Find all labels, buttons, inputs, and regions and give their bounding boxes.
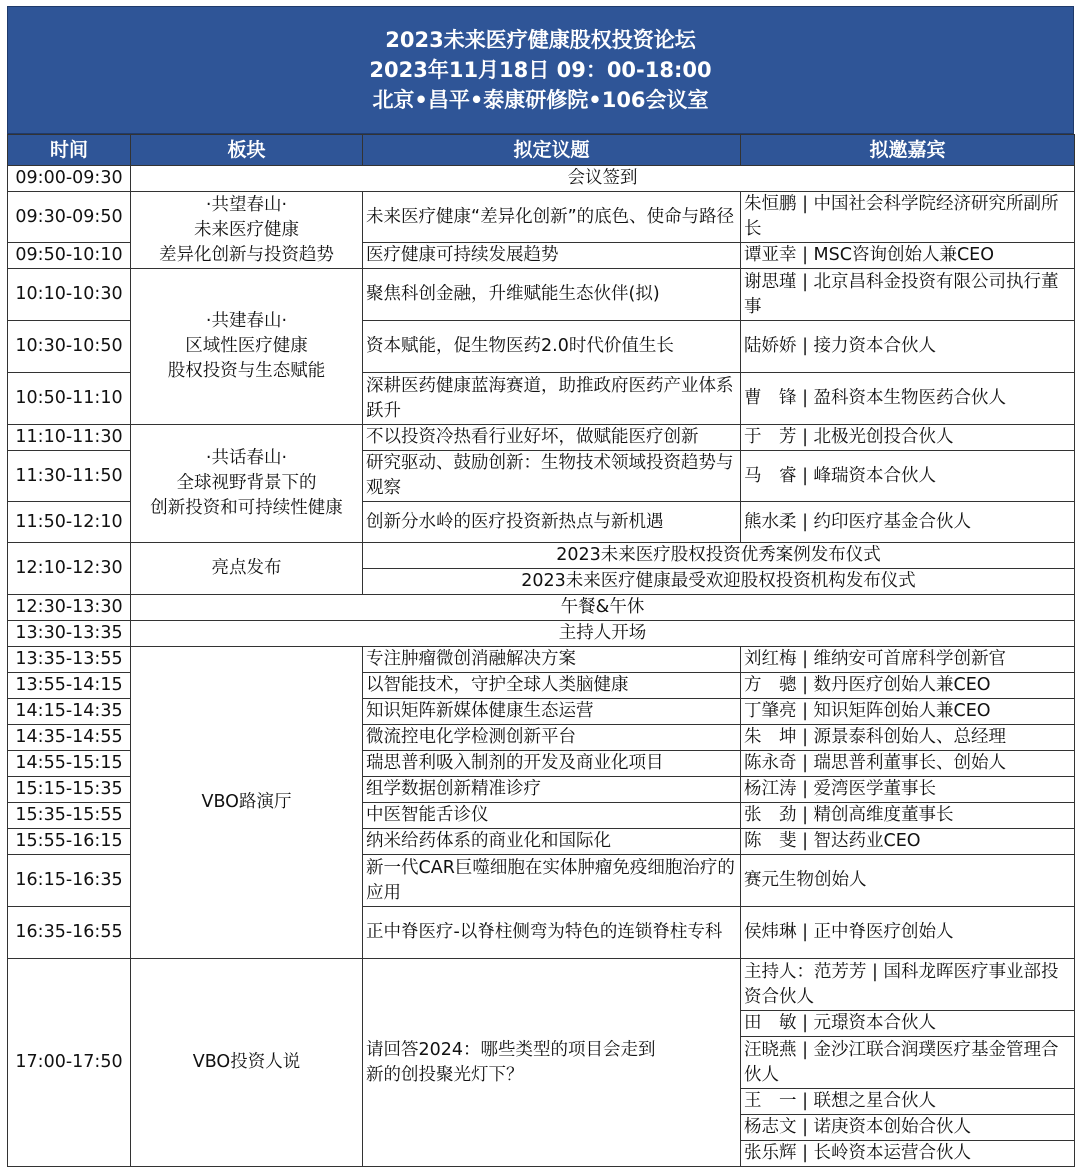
forum-datetime: 2023年11月18日 09：00-18:00 <box>369 58 712 82</box>
time-cell: 09:50-10:10 <box>8 243 131 269</box>
guest-cell: 赛元生物创始人 <box>741 855 1075 907</box>
guest-cell: 陈永奇 | 瑞思普利董事长、创始人 <box>741 751 1075 777</box>
time-cell: 09:30-09:50 <box>8 192 131 243</box>
time-cell: 10:30-10:50 <box>8 321 131 373</box>
agenda-document <box>7 6 1074 1167</box>
session-cell: 主持人开场 <box>131 621 1075 647</box>
time-cell: 13:55-14:15 <box>8 673 131 699</box>
topic-cell: 不以投资冷热看行业好坏，做赋能医疗创新 <box>363 425 741 451</box>
guest-cell: 杨志文 | 诺庚资本创始合伙人 <box>741 1115 1075 1141</box>
guest-cell: 方 骢 | 数丹医疗创始人兼CEO <box>741 673 1075 699</box>
section-line: 差异化创新与投资趋势 <box>159 244 334 265</box>
guest-cell: 曹 锋 | 盈科资本生物医药合伙人 <box>741 373 1075 425</box>
guest-cell: 主持人：范芳芳 | 国科龙晖医疗事业部投资合伙人 <box>741 959 1075 1011</box>
topic-cell: 专注肿瘤微创消融解决方案 <box>363 647 741 673</box>
section-cell: 亮点发布 <box>131 543 363 595</box>
table-row <box>8 192 1075 243</box>
column-header-guest: 拟邀嘉宾 <box>741 135 1075 166</box>
time-cell: 14:15-14:35 <box>8 699 131 725</box>
time-cell: 15:55-16:15 <box>8 829 131 855</box>
table-header-row <box>8 135 1075 166</box>
table-row <box>8 647 1075 673</box>
table-row <box>8 543 1075 569</box>
section-line: 全球视野背景下的 <box>176 473 317 493</box>
topic-cell: 正中脊医疗-以脊柱侧弯为特色的连锁脊柱专科 <box>363 907 741 959</box>
time-cell: 09:00-09:30 <box>8 166 131 192</box>
time-cell: 15:15-15:35 <box>8 777 131 803</box>
section-cell <box>131 425 363 543</box>
time-cell: 10:50-11:10 <box>8 373 131 425</box>
column-header-section: 板块 <box>131 135 363 166</box>
table-row <box>8 166 1075 192</box>
section-line: ·共话春山· <box>205 448 288 468</box>
table-row <box>8 269 1075 321</box>
guest-cell: 朱 坤 | 源景泰科创始人、总经理 <box>741 725 1075 751</box>
topic-cell: 医疗健康可持续发展趋势 <box>363 243 741 269</box>
time-cell: 11:50-12:10 <box>8 502 131 543</box>
section-line: 股权投资与生态赋能 <box>167 361 326 381</box>
ceremony-cell: 2023未来医疗股权投资优秀案例发布仪式 <box>363 543 1075 569</box>
topic-cell: 以智能技术，守护全球人类脑健康 <box>363 673 741 699</box>
guest-cell: 杨江涛 | 爱湾医学董事长 <box>741 777 1075 803</box>
section-cell <box>131 192 363 269</box>
topic-cell: 中医智能舌诊仪 <box>363 803 741 829</box>
table-row <box>8 425 1075 451</box>
guest-cell: 张乐辉 | 长岭资本运营合伙人 <box>741 1141 1075 1167</box>
guest-cell: 谭亚幸 | MSC咨询创始人兼CEO <box>741 243 1075 269</box>
guest-cell: 张 劲 | 精创高维度董事长 <box>741 803 1075 829</box>
guest-cell: 陆娇娇 | 接力资本合伙人 <box>741 321 1075 373</box>
time-cell: 10:10-10:30 <box>8 269 131 321</box>
guest-cell: 马 睿 | 峰瑞资本合伙人 <box>741 451 1075 502</box>
agenda-table <box>7 134 1075 1167</box>
topic-cell: 研究驱动、鼓励创新：生物技术领域投资趋势与观察 <box>363 451 741 502</box>
time-cell: 13:30-13:35 <box>8 621 131 647</box>
section-cell: VBO投资人说 <box>131 959 363 1167</box>
section-line: ·共建春山· <box>205 311 288 331</box>
guest-cell: 陈 斐 | 智达药业CEO <box>741 829 1075 855</box>
section-line: 区域性医疗健康 <box>185 336 308 356</box>
column-header-time: 时间 <box>8 135 131 166</box>
time-cell: 17:00-17:50 <box>8 959 131 1167</box>
guest-cell: 侯炜琳 | 正中脊医疗创始人 <box>741 907 1075 959</box>
time-cell: 15:35-15:55 <box>8 803 131 829</box>
ceremony-cell: 2023未来医疗健康最受欢迎股权投资机构发布仪式 <box>363 569 1075 595</box>
forum-title: 2023未来医疗健康股权投资论坛 <box>385 28 696 52</box>
time-cell: 11:30-11:50 <box>8 451 131 502</box>
guest-cell: 丁肇亮 | 知识矩阵创始人兼CEO <box>741 699 1075 725</box>
topic-cell: 知识矩阵新媒体健康生态运营 <box>363 699 741 725</box>
topic-cell: 纳米给药体系的商业化和国际化 <box>363 829 741 855</box>
section-line: ·共望春山· <box>205 194 288 215</box>
topic-cell: 创新分水岭的医疗投资新热点与新机遇 <box>363 502 741 543</box>
guest-cell: 王 一 | 联想之星合伙人 <box>741 1089 1075 1115</box>
topic-line: 新的创投聚光灯下？ <box>366 1064 524 1085</box>
guest-cell: 熊水柔 | 约印医疗基金合伙人 <box>741 502 1075 543</box>
topic-cell: 微流控电化学检测创新平台 <box>363 725 741 751</box>
topic-cell <box>363 959 741 1167</box>
time-cell: 14:55-15:15 <box>8 751 131 777</box>
section-line: 未来医疗健康 <box>194 219 299 240</box>
guest-cell: 汪晓燕 | 金沙江联合润璞医疗基金管理合伙人 <box>741 1037 1075 1089</box>
guest-cell: 朱恒鹏 | 中国社会科学院经济研究所副所长 <box>741 192 1075 243</box>
forum-venue: 北京•昌平•泰康研修院•106会议室 <box>372 88 709 112</box>
time-cell: 16:15-16:35 <box>8 855 131 907</box>
time-cell: 11:10-11:30 <box>8 425 131 451</box>
section-line: 创新投资和可持续性健康 <box>150 498 343 518</box>
topic-cell: 瑞思普利吸入制剂的开发及商业化项目 <box>363 751 741 777</box>
topic-cell: 新一代CAR巨噬细胞在实体肿瘤免疫细胞治疗的应用 <box>363 855 741 907</box>
topic-cell: 聚焦科创金融，升维赋能生态伙伴(拟) <box>363 269 741 321</box>
topic-cell: 深耕医药健康蓝海赛道，助推政府医药产业体系跃升 <box>363 373 741 425</box>
section-cell <box>131 269 363 425</box>
time-cell: 12:30-13:30 <box>8 595 131 621</box>
table-row <box>8 595 1075 621</box>
guest-cell: 刘红梅 | 维纳安可首席科学创新官 <box>741 647 1075 673</box>
topic-cell: 未来医疗健康“差异化创新”的底色、使命与路径 <box>363 192 741 243</box>
time-cell: 16:35-16:55 <box>8 907 131 959</box>
session-cell: 午餐&午休 <box>131 595 1075 621</box>
topic-line: 请回答2024：哪些类型的项目会走到 <box>366 1039 656 1060</box>
guest-cell: 田 敏 | 元璟资本合伙人 <box>741 1011 1075 1037</box>
agenda-header <box>7 6 1074 134</box>
section-cell: VBO路演厅 <box>131 647 363 959</box>
topic-cell: 资本赋能，促生物医药2.0时代价值生长 <box>363 321 741 373</box>
time-cell: 13:35-13:55 <box>8 647 131 673</box>
table-row <box>8 959 1075 1011</box>
time-cell: 12:10-12:30 <box>8 543 131 595</box>
column-header-topic: 拟定议题 <box>363 135 741 166</box>
guest-cell: 于 芳 | 北极光创投合伙人 <box>741 425 1075 451</box>
topic-cell: 组学数据创新精准诊疗 <box>363 777 741 803</box>
table-row <box>8 621 1075 647</box>
guest-cell: 谢思瑾 | 北京昌科金投资有限公司执行董事 <box>741 269 1075 321</box>
session-cell: 会议签到 <box>131 166 1075 192</box>
time-cell: 14:35-14:55 <box>8 725 131 751</box>
